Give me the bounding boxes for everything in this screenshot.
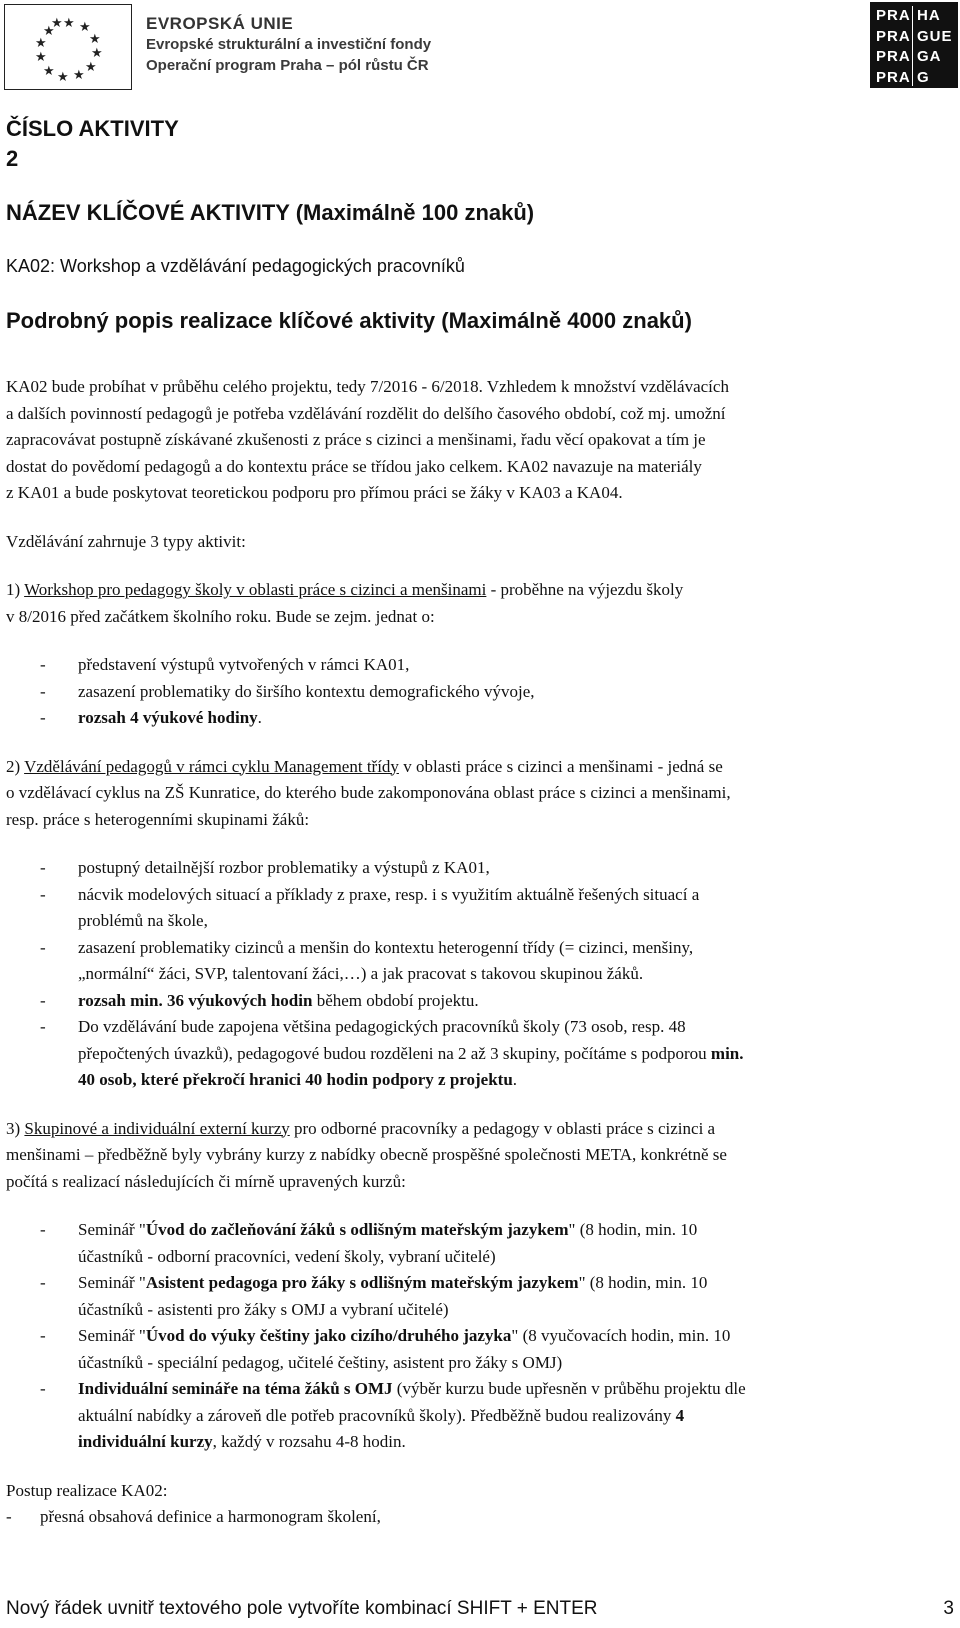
page-number: 3 — [943, 1598, 954, 1619]
postup-label: Postup realizace KA02: — [6, 1480, 168, 1500]
list-item: - postupný detailnější rozbor problematiky a výstupů z KA01, — [40, 858, 490, 877]
eu-subtitle: Evropské strukturální a investiční fondy — [146, 36, 432, 53]
section-2-line: resp. práce s heterogenními skupinami žáků: — [6, 809, 310, 829]
list-item: - Seminář "Úvod do výuky češtiny jako cizího/druhého jazyka" (8 vyučovacích hodin, min. 10 účastníků - speciální pedagog, učitelé češtiny, asistent pro žáky s OMJ) — [40, 1326, 731, 1372]
activity-number-label: ČÍSLO AKTIVITY — [6, 116, 179, 141]
praha-logo-text: PRA — [876, 7, 911, 24]
svg-text:★: ★ — [89, 32, 101, 47]
svg-text:★: ★ — [63, 16, 75, 31]
list-item: - Seminář "Úvod do začleňování žáků s odlišným mateřským jazykem" (8 hodin, min. 10 účastníků - odborní pracovníci, vedení školy, vybraní učitelé) — [40, 1220, 698, 1266]
section-2-heading: 2) Vzdělávání pedagogů v rámci cyklu Management třídy v oblasti práce s cizinci a menšinami - jedná se — [6, 756, 723, 776]
activity-number-value: 2 — [6, 146, 19, 171]
list-item: - nácvik modelových situací a příklady z praxe, resp. i s využitím aktuálně řešených situací a problémů na škole, — [40, 884, 700, 930]
praha-logo-text: GA — [917, 48, 942, 65]
eu-stars-icon — [5, 5, 131, 89]
section-1-line: v 8/2016 před začátkem školního roku. Bude se zejm. jednat o: — [6, 606, 435, 626]
description-label: Podrobný popis realizace klíčové aktivity (Maximálně 4000 znaků) — [6, 308, 692, 333]
intro-line: KA02 bude probíhat v průběhu celého projektu, tedy 7/2016 - 6/2018. Vzhledem k množství vzdělávacích — [6, 377, 729, 396]
intro-line: zapracovávat postupně získávané zkušenosti z práce s cizinci a menšinami, řadu věcí opakovat a tím je — [6, 430, 706, 449]
svg-text:★: ★ — [43, 24, 55, 39]
praha-logo-text: PRA — [876, 48, 911, 65]
eu-flag-logo — [4, 4, 132, 90]
list-item: - Individuální semináře na téma žáků s OMJ (výběr kurzu bude upřesněn v průběhu projektu dle aktuální nabídky a zároveň dle potřeb pracovníků školy). Předběžně budou realizovány 4 individuální kurzy, každý v rozsahu 4-8 hodin. — [40, 1379, 746, 1451]
section-2-line: o vzdělávací cyklus na ZŠ Kunratice, do kterého bude zakomponována oblast práce s cizinci a menšinami, — [6, 783, 731, 802]
svg-text:★: ★ — [91, 46, 103, 61]
section-3-heading: 3) Skupinové a individuální externí kurzy pro odborné pracovníky a pedagogy v oblasti práce s cizinci a — [6, 1118, 716, 1138]
page-footer — [6, 1598, 954, 1620]
key-activity-name-label: NÁZEV KLÍČOVÉ AKTIVITY (Maximálně 100 znaků) — [6, 200, 535, 225]
section-1-heading: 1) Workshop pro pedagogy školy v oblasti práce s cizinci a menšinami - proběhne na výjezdu školy — [6, 580, 684, 599]
list-item: - zasazení problematiky cizinců a menšin do kontextu heterogenní třídy (= cizinci, menšiny, „normální“ žáci, SVP, talentovaní žáci,…) a jak pracovat s takovou skupinou žáků. — [40, 937, 694, 983]
footer-hint: Nový řádek uvnitř textového pole vytvoříte kombinací SHIFT + ENTER — [6, 1598, 598, 1619]
list-item: - rozsah 4 výukové hodiny. — [40, 708, 262, 727]
svg-text:★: ★ — [79, 20, 91, 35]
list-item: - rozsah min. 36 výukových hodin během období projektu. — [40, 990, 479, 1010]
section-3-line: menšinami – předběžně byly vybrány kurzy z nabídky obecně prospěšné společnosti META, konkrétně se — [6, 1145, 727, 1164]
eu-program-text — [146, 14, 431, 76]
intro-line: z KA01 a bude poskytovat teoretickou podporu pro přímou práci se žáky v KA03 a KA04. — [6, 483, 623, 502]
list-item: - Do vzdělávání bude zapojena většina pedagogických pracovníků školy (73 osob, resp. 48 přepočtených úvazků), pedagogové budou rozděleni na 2 až 3 skupiny, počítáme s podporou min. 40 osob, které překročí hranici 40 hodin podpory z projektu. — [40, 1017, 744, 1089]
svg-text:★: ★ — [43, 64, 55, 79]
list-item: - Seminář "Asistent pedagoga pro žáky s odlišným mateřským jazykem" (8 hodin, min. 10 účastníků - asistenti pro žáky s OMJ a vybraní učitelé) — [40, 1273, 708, 1319]
svg-text:★: ★ — [73, 68, 85, 83]
praha-logo-text: PRA — [876, 27, 911, 45]
intro-line: dostat do povědomí pedagogů a do kontextu práce se třídou jako celkem. KA02 navazuje na materiály — [6, 456, 702, 476]
svg-text:★: ★ — [35, 36, 47, 51]
praha-logo-text: GUE — [917, 27, 953, 45]
eu-program: Operační program Praha – pól růstu ČR — [146, 57, 429, 74]
list-item: - představení výstupů vytvořených v rámci KA01, — [40, 655, 410, 674]
svg-text:★: ★ — [85, 60, 97, 75]
description-body — [6, 374, 954, 1531]
svg-text:★: ★ — [57, 70, 69, 85]
praha-logo-text: PRA — [876, 68, 911, 86]
praha-logo-divider — [912, 6, 913, 86]
key-activity-name-value: KA02: Workshop a vzdělávání pedagogických pracovníků — [6, 256, 465, 276]
praha-logo — [870, 2, 958, 88]
praha-logo-text: HA — [917, 7, 941, 24]
eu-title: EVROPSKÁ UNIE — [146, 14, 294, 33]
svg-text:★: ★ — [51, 16, 63, 31]
types-intro: Vzdělávání zahrnuje 3 typy aktivit: — [6, 531, 246, 551]
svg-text:★: ★ — [35, 50, 47, 65]
intro-line: a dalších povinností pedagogů je potřeba vzdělávání rozdělit do delšího časového období, což mj. umožní — [6, 403, 726, 423]
section-3-line: počítá s realizací následujících či mírně upravených kurzů: — [6, 1171, 406, 1191]
list-item: - přesná obsahová definice a harmonogram školení, — [6, 1507, 381, 1526]
praha-logo-text: G — [917, 68, 930, 86]
list-item: - zasazení problematiky do širšího kontextu demografického vývoje, — [40, 681, 535, 701]
